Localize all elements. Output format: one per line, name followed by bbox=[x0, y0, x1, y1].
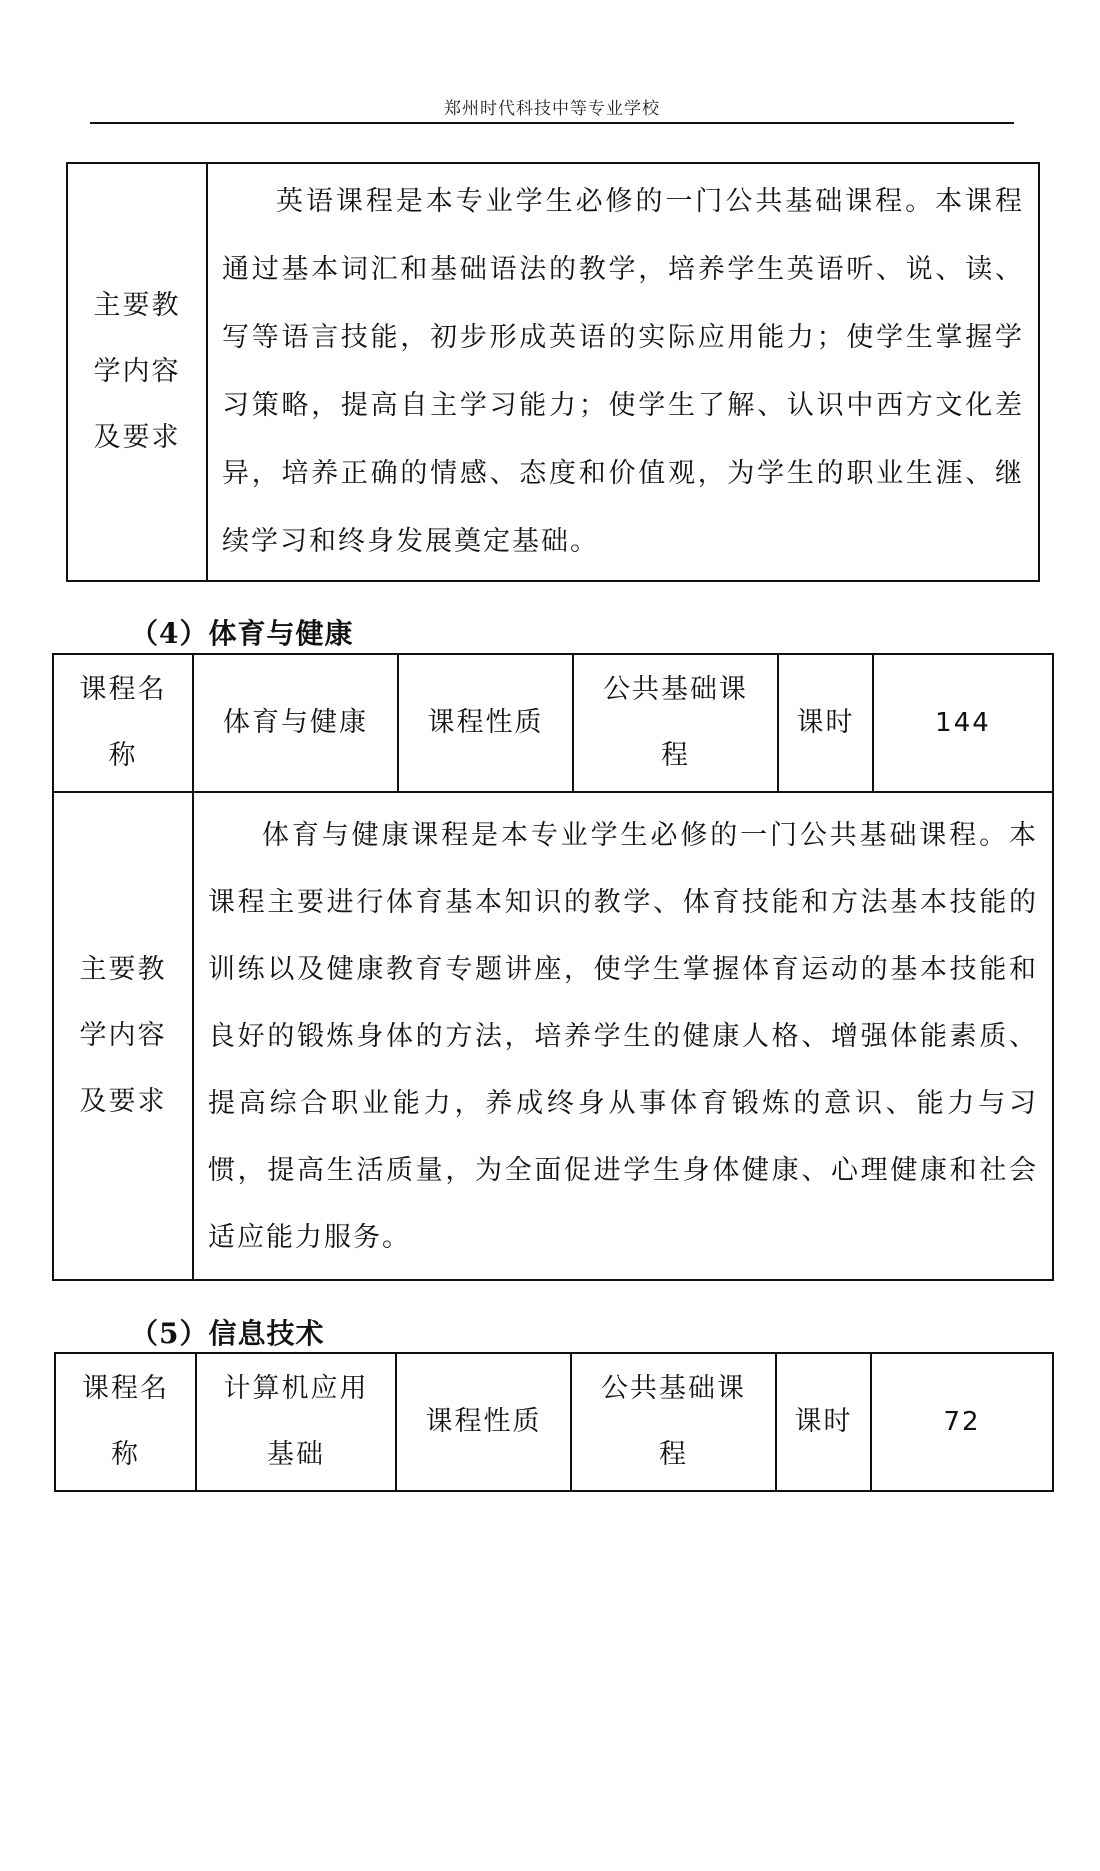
course-hours-label: 课时 bbox=[794, 1406, 853, 1437]
english-content-label-cell bbox=[67, 163, 207, 581]
it-course-table bbox=[54, 1352, 1054, 1492]
pe-nature-label-cell bbox=[398, 654, 573, 792]
course-name: 计算机应用基础 bbox=[223, 1373, 369, 1470]
pe-hours-label-cell bbox=[778, 654, 873, 792]
pe-nature-cell bbox=[573, 654, 778, 792]
pe-hours-cell bbox=[873, 654, 1053, 792]
it-hours-label-cell bbox=[776, 1353, 871, 1491]
english-content-text: 英语课程是本专业学生必修的一门公共基础课程。本课程通过基本词汇和基础语法的教学，培养学生英语听、说、读、写等语言技能，初步形成英语的实际应用能力；使学生掌握学习策略，提高自主学习能力；使学生了解、认识中西方文化差异，培养正确的情感、态度和价值观，为学生的职业生涯、继续学习和终身发展奠定基础。 bbox=[222, 186, 1024, 557]
it-section-title: （5）信息技术 bbox=[130, 1317, 325, 1350]
course-hours-label: 课时 bbox=[796, 707, 855, 738]
it-nature-label-cell bbox=[396, 1353, 571, 1491]
it-name-cell bbox=[196, 1353, 396, 1491]
course-nature-label: 课程性质 bbox=[425, 1406, 542, 1437]
course-name: 体育与健康 bbox=[223, 707, 368, 738]
it-name-label-cell bbox=[55, 1353, 196, 1491]
header-divider bbox=[90, 122, 1014, 124]
content-label: 主要教学内容及要求 bbox=[93, 290, 181, 453]
course-nature: 公共基础课程 bbox=[603, 674, 748, 771]
pe-content-text: 体育与健康课程是本专业学生必修的一门公共基础课程。本课程主要进行体育基本知识的教学、体育技能和方法基本技能的训练以及健康教育专题讲座，使学生掌握体育运动的基本技能和良好的锻炼身体的方法，培养学生的健康人格、增强体能素质、提高综合职业能力，养成终身从事体育锻炼的意识、能力与习惯，提高生活质量，为全面促进学生身体健康、心理健康和社会适应能力服务。 bbox=[208, 819, 1038, 1253]
pe-course-table bbox=[52, 653, 1054, 1281]
pe-name-cell bbox=[193, 654, 398, 792]
pe-content-cell bbox=[193, 792, 1053, 1280]
course-name-label: 课程名称 bbox=[79, 674, 167, 771]
course-name-label: 课程名称 bbox=[82, 1373, 169, 1470]
course-nature-label: 课程性质 bbox=[427, 707, 544, 738]
page-header: 郑州时代科技中等专业学校 bbox=[444, 99, 660, 119]
course-hours: 72 bbox=[943, 1407, 981, 1437]
english-content-table bbox=[66, 162, 1040, 582]
it-nature-cell bbox=[571, 1353, 776, 1491]
content-label: 主要教学内容及要求 bbox=[79, 954, 167, 1117]
pe-content-label-cell bbox=[53, 792, 193, 1280]
english-content-cell bbox=[207, 163, 1039, 581]
course-nature: 公共基础课程 bbox=[601, 1373, 746, 1470]
pe-name-label-cell bbox=[53, 654, 193, 792]
it-hours-cell bbox=[871, 1353, 1053, 1491]
course-hours: 144 bbox=[935, 708, 991, 738]
pe-section-title: （4）体育与健康 bbox=[130, 617, 354, 650]
